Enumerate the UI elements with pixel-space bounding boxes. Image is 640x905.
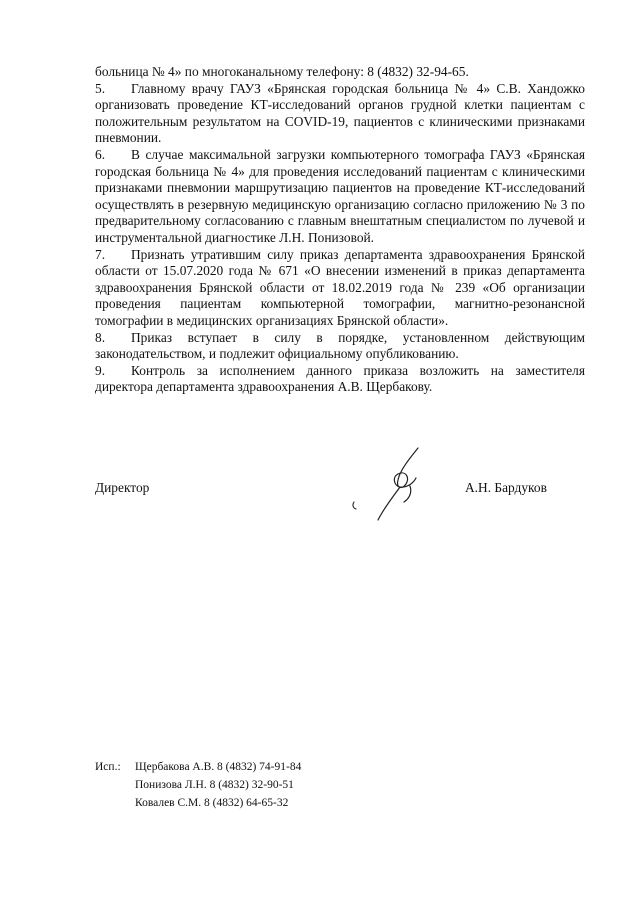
paragraph-text: Главному врачу ГАУЗ «Брянская городская больница № 4» С.В. Хандожко организовать проведение КТ-исследований органов грудной клетки пациентам с положительным результатом на COVID-19, пациентов с клиническими признаками пневмонии. <box>95 80 585 146</box>
paragraph-9 <box>95 363 585 396</box>
paragraph-number: 7. <box>95 246 106 262</box>
paragraph-text: больница № 4» по многоканальному телефону: 8 (4832) 32-94-65. <box>95 64 469 79</box>
signature-row <box>95 480 585 500</box>
signer-position: Директор <box>95 480 150 495</box>
paragraph-5 <box>95 81 585 147</box>
executor-line: Ковалев С.М. 8 (4832) 64-65-32 <box>135 797 289 809</box>
paragraph-text: Приказ вступает в силу в порядке, установленном действующим законодательством, и подлежит официальному опубликованию. <box>95 329 585 362</box>
paragraph-text: Признать утратившим силу приказ департамента здравоохранения Брянской области от 15.07.2020 года № 671 «О внесении изменений в приказ департамента здравоохранения Брянской области от 18.02.2019 года № 239 «Об организации проведения пациентам компьютерной томографии, магнитно-резонансной томографии в медицинских организациях Брянской области». <box>95 246 585 328</box>
paragraph-continuation <box>95 64 585 81</box>
executor-line: Щербакова А.В. 8 (4832) 74-91-84 <box>135 761 302 773</box>
paragraph-6 <box>95 147 585 247</box>
paragraph-number: 8. <box>95 329 106 345</box>
executor-line: Понизова Л.Н. 8 (4832) 32-90-51 <box>135 779 294 791</box>
paragraph-7 <box>95 247 585 330</box>
paragraph-text: В случае максимальной загрузки компьютерного томографа ГАУЗ «Брянская городская больница № 4» для проведения исследований пациентам с клиническими признаками пневмонии маршрутизацию пациентов на проведение КТ-исследований осуществлять в резервную медицинскую организацию согласно приложению № 3 по предварительному согласованию с главным внештатным специалистом по лучевой и инструментальной диагностике Л.Н. Понизовой. <box>95 146 585 245</box>
paragraph-number: 9. <box>95 362 106 378</box>
paragraph-number: 6. <box>95 146 106 162</box>
executors-label: Исп.: <box>95 761 121 773</box>
signer-name: А.Н. Бардуков <box>465 480 547 495</box>
executors-list <box>135 758 301 812</box>
paragraph-8 <box>95 330 585 363</box>
paragraph-text: Контроль за исполнением данного приказа возложить на заместителя директора департамента здравоохранения А.В. Щербакову. <box>95 362 585 395</box>
document-body <box>95 64 585 396</box>
paragraph-number: 5. <box>95 80 106 96</box>
